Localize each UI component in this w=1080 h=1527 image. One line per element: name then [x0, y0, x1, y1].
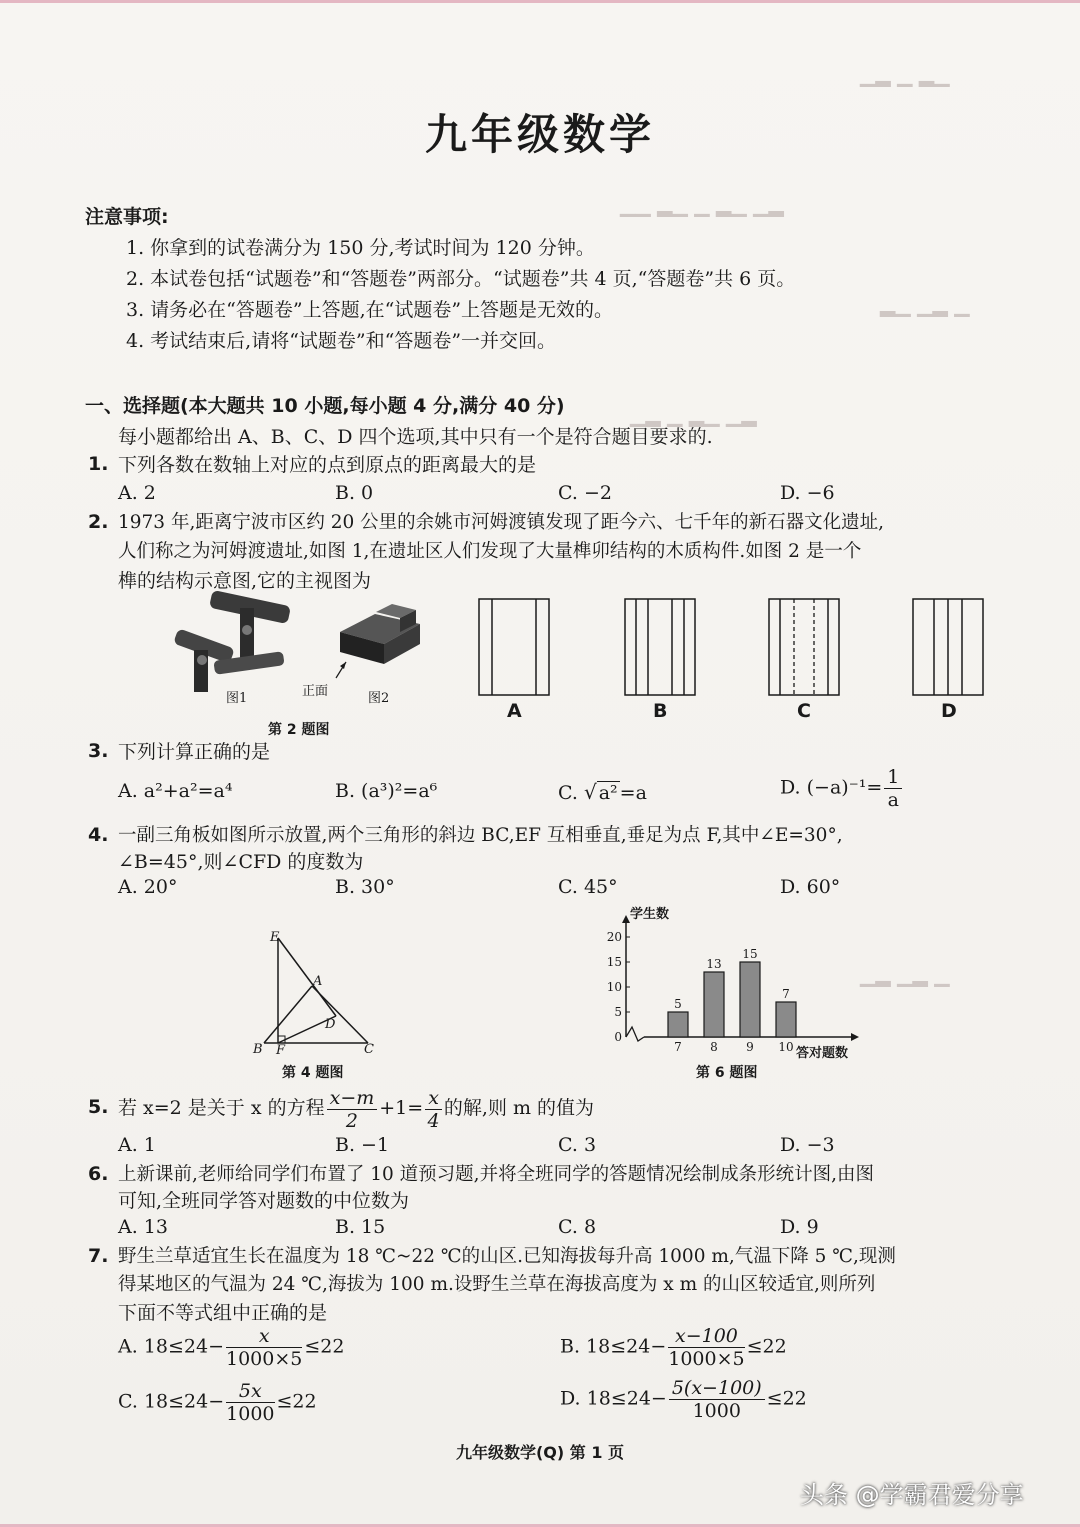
figure-caption: 第 4 题图: [282, 1065, 344, 1081]
chart-bar: [704, 972, 724, 1037]
option-b: B. 0: [335, 482, 374, 504]
chart-axis-break: [626, 1027, 644, 1041]
option-c: C. √ a² =a: [558, 780, 647, 804]
question-stem: 1973 年,距离宁波市区约 20 公里的余姚市河姆渡镇发现了距今六、七千年的新石器文化遗址,: [118, 512, 885, 533]
option-b: B. 30°: [335, 876, 395, 898]
chart-y-tick-label: 15: [606, 955, 622, 969]
chart-y-tick-label: 0: [614, 1030, 622, 1044]
option-c: C. 18≤24− $\frac{5x}{1000}$ ≤22: [118, 1380, 317, 1425]
option-d-front-view: [912, 598, 984, 696]
option-a: A. 13: [118, 1216, 168, 1238]
bleed-through-mark: ▁▁ ▂▁ ▁ ▂▁ ▁▂: [620, 193, 784, 217]
figure-2-label: 图2: [368, 691, 390, 706]
option-c: C. 8: [558, 1216, 597, 1238]
chart-data-label: 13: [706, 957, 722, 971]
option-d-label: D: [941, 700, 957, 722]
bleed-through-mark: ▂▁ ▁▂ ▁: [880, 293, 970, 317]
question-stem: 可知,全班同学答对题数的中位数为: [118, 1190, 410, 1212]
question-number: 7.: [88, 1245, 109, 1267]
question-number: 5.: [88, 1096, 109, 1118]
question-number: 6.: [88, 1163, 109, 1185]
option-a: A. a²+a²=a⁴: [118, 780, 233, 802]
question-stem: 若 x=2 是关于 x 的方程 $\frac{x-m}{2}$ +1= $\frac{x}{4}$ 的解,则 m 的值为: [118, 1086, 595, 1132]
question-number: 2.: [88, 511, 109, 533]
option-a: A. 2: [118, 482, 156, 504]
option-c-front-view: [768, 598, 840, 696]
chart-bar: [740, 962, 760, 1037]
option-d: D. −3: [780, 1134, 835, 1156]
option-b: B. 18≤24− $\frac{x-100}{1000\times 5}$ ≤22: [560, 1325, 787, 1370]
option-d: D. −6: [780, 482, 835, 504]
chart-y-axis-label: 学生数: [630, 907, 670, 922]
option-a: A. 18≤24− $\frac{x}{1000\times 5}$ ≤22: [118, 1325, 345, 1370]
figure-2-tenon-block: [320, 592, 420, 692]
point-label-f: F: [276, 1043, 286, 1058]
section-intro: 每小题都给出 A、B、C、D 四个选项,其中只有一个是符合题目要求的.: [118, 426, 713, 448]
option-a-front-view: [478, 598, 550, 696]
figure-1-label: 图1: [226, 691, 248, 706]
figure-6-bar-chart: [600, 900, 870, 1060]
option-b: B. −1: [335, 1134, 390, 1156]
watermark: 头条 @学霸君爱分享: [800, 1481, 1024, 1509]
question-stem: ∠B=45°,则∠CFD 的度数为: [118, 851, 364, 873]
option-a-label: A: [507, 700, 522, 722]
chart-data-label: 5: [674, 997, 682, 1011]
bleed-through-mark: ▁▂ ▁ ▂▁ ▁▂: [630, 403, 757, 427]
page-footer: 九年级数学(Q) 第 1 页: [455, 1443, 625, 1462]
option-a: A. 20°: [118, 876, 178, 898]
note-item: 4. 考试结束后,请将“试题卷”和“答题卷”一并交回。: [126, 330, 557, 352]
chart-x-tick-label: 10: [778, 1040, 794, 1054]
sqrt-icon: √: [583, 780, 597, 804]
notes-heading: 注意事项:: [85, 206, 169, 228]
option-b-label: B: [653, 700, 668, 722]
chart-y-tick-label: 10: [606, 980, 622, 994]
chart-y-tick-label: 5: [614, 1005, 622, 1019]
question-stem: 得某地区的气温为 24 ℃,海拔为 100 m.设野生兰草在海拔高度为 x m 的山区较适宜,则所列: [118, 1274, 876, 1295]
point-label-c: C: [364, 1042, 374, 1057]
point-label-d: D: [325, 1017, 336, 1032]
page-title: 九年级数学: [424, 110, 655, 159]
bleed-through-mark: ▁▂ ▁▂ ▁: [860, 963, 950, 987]
chart-y-tick-label: 20: [606, 930, 622, 944]
front-direction-label: 正面: [302, 684, 329, 699]
question-number: 1.: [88, 453, 109, 475]
option-c: C. 3: [558, 1134, 597, 1156]
figure-4-triangles: [250, 930, 390, 1060]
question-stem: 一副三角板如图所示放置,两个三角形的斜边 BC,EF 互相垂直,垂足为点 F,其中∠E=30°,: [118, 825, 843, 846]
option-c: C. 45°: [558, 876, 618, 898]
option-d: D. 60°: [780, 876, 841, 898]
chart-x-axis-arrow: [851, 1033, 859, 1041]
option-d: D. (−a)⁻¹= $\frac{1}{a}$: [780, 766, 904, 811]
chart-y-axis-arrow: [622, 915, 630, 923]
question-number: 4.: [88, 824, 109, 846]
question-stem: 下列计算正确的是: [118, 741, 271, 763]
chart-x-axis-label: 答对题数: [796, 1046, 849, 1061]
section-heading: 一、选择题(本大题共 10 小题,每小题 4 分,满分 40 分): [85, 395, 565, 417]
point-label-b: B: [253, 1042, 263, 1057]
point-label-a: A: [313, 974, 323, 989]
chart-data-label: 7: [782, 987, 790, 1001]
chart-x-tick-label: 8: [710, 1040, 718, 1054]
chart-data-label: 15: [742, 947, 758, 961]
question-stem: 榫的结构示意图,它的主视图为: [118, 570, 372, 592]
option-d: D. 9: [780, 1216, 819, 1238]
note-item: 1. 你拿到的试卷满分为 150 分,考试时间为 120 分钟。: [126, 237, 595, 259]
question-stem: 人们称之为河姆渡遗址,如图 1,在遗址区人们发现了大量榫卯结构的木质构件.如图 2 是一个: [118, 541, 862, 562]
option-b: B. (a³)²=a⁶: [335, 780, 438, 802]
option-a: A. 1: [118, 1134, 156, 1156]
note-item: 3. 请务必在“答题卷”上答题,在“试题卷”上答题是无效的。: [126, 299, 614, 321]
option-b: B. 15: [335, 1216, 386, 1238]
question-stem: 上新课前,老师给同学们布置了 10 道预习题,并将全班同学的答题情况绘制成条形统计图,由图: [118, 1164, 874, 1185]
bleed-through-mark: ▁▂ ▁ ▂▁: [860, 63, 950, 87]
option-d: D. 18≤24− $\frac{5(x-100)}{1000}$ ≤22: [560, 1377, 807, 1422]
question-stem: 野生兰草适宜生长在温度为 18 ℃~22 ℃的山区.已知海拔每升高 1000 m,气温下降 5 ℃,现测: [118, 1246, 896, 1267]
note-item: 2. 本试卷包括“试题卷”和“答题卷”两部分。“试题卷”共 4 页,“答题卷”共 6 页。: [126, 268, 796, 290]
chart-x-tick-label: 9: [746, 1040, 754, 1054]
option-c-label: C: [797, 700, 811, 722]
question-number: 3.: [88, 740, 109, 762]
chart-bar: [776, 1002, 796, 1037]
chart-bar: [668, 1012, 688, 1037]
top-edge: [0, 0, 1080, 3]
question-stem: 下列各数在数轴上对应的点到原点的距离最大的是: [118, 454, 537, 476]
figure-caption: 第 2 题图: [268, 722, 330, 738]
option-b-front-view: [624, 598, 696, 696]
figure-1-wooden-structure: [170, 590, 300, 700]
point-label-e: E: [270, 930, 280, 945]
option-c: C. −2: [558, 482, 612, 504]
question-stem: 下面不等式组中正确的是: [118, 1302, 328, 1324]
figure-caption: 第 6 题图: [696, 1065, 758, 1081]
chart-x-tick-label: 7: [674, 1040, 682, 1054]
